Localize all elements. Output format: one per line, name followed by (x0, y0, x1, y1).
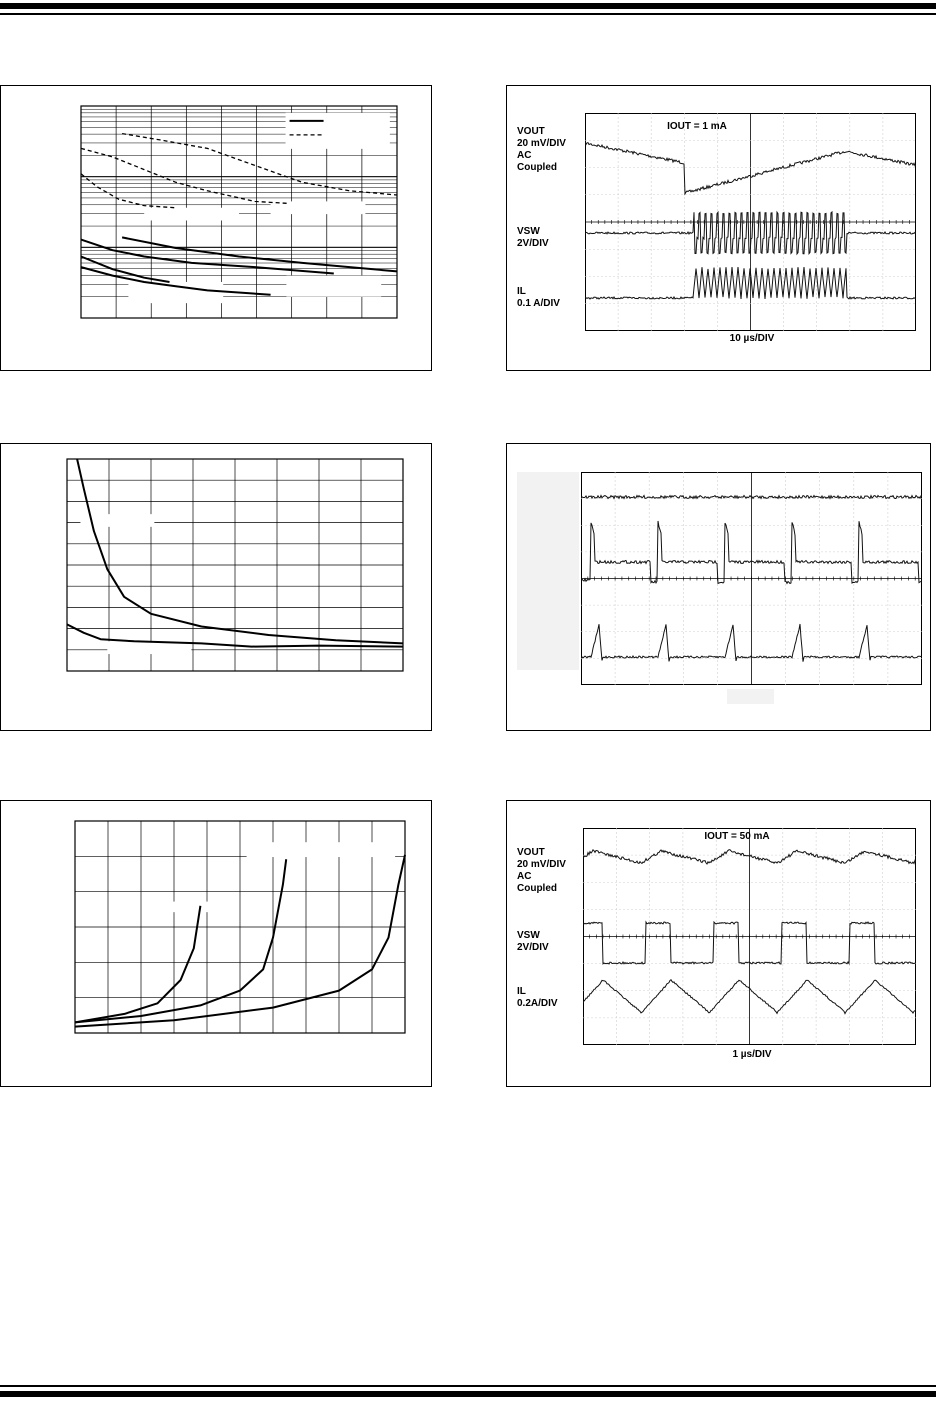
scope1-channel1-label: VOUT 20 mV/DIV AC Coupled (517, 126, 566, 173)
scope-1-screen (585, 113, 916, 331)
header-rule-thin (0, 13, 936, 15)
scope1-channel2-label: VSW 2V/DIV (517, 226, 549, 249)
scope2-label-area (517, 472, 579, 670)
scope3-timebase: 1 µs/DIV (732, 1049, 772, 1060)
chart-4-plot (74, 820, 406, 1034)
panel-scope-3 (506, 800, 931, 1087)
footer-rule-thick (0, 1391, 936, 1397)
scope3-channel2-label: VSW 2V/DIV (517, 930, 549, 953)
scope-2-screen (581, 472, 922, 685)
label-mask (171, 902, 217, 913)
panel-efficiency-chart (0, 85, 432, 371)
panel-chart-4 (0, 800, 432, 1087)
panel-chart-2 (0, 443, 432, 731)
scope1-timebase: 10 µs/DIV (729, 333, 775, 344)
chart-1-plot (80, 105, 398, 319)
footer-rule-thin (0, 1385, 936, 1387)
scope3-channel3-label: IL 0.2A/DIV (517, 986, 558, 1009)
scope3-channel1-label: VOUT 20 mV/DIV AC Coupled (517, 847, 566, 894)
legend-box (286, 113, 390, 149)
label-mask (286, 276, 381, 297)
label-mask (144, 208, 239, 221)
scope-3-screen (583, 828, 916, 1045)
header-rule-thick (0, 3, 936, 9)
scope1-channel3-label: IL 0.1 A/DIV (517, 286, 560, 309)
chart-2-plot (66, 458, 404, 672)
scope2-timebase-area (727, 689, 774, 704)
scope3-title: IOUT = 50 mA (704, 831, 770, 842)
panel-scope-1 (506, 85, 931, 371)
scope1-title: IOUT = 1 mA (667, 121, 727, 132)
label-mask (247, 842, 396, 857)
panel-scope-2 (506, 443, 931, 731)
label-mask (128, 282, 223, 303)
